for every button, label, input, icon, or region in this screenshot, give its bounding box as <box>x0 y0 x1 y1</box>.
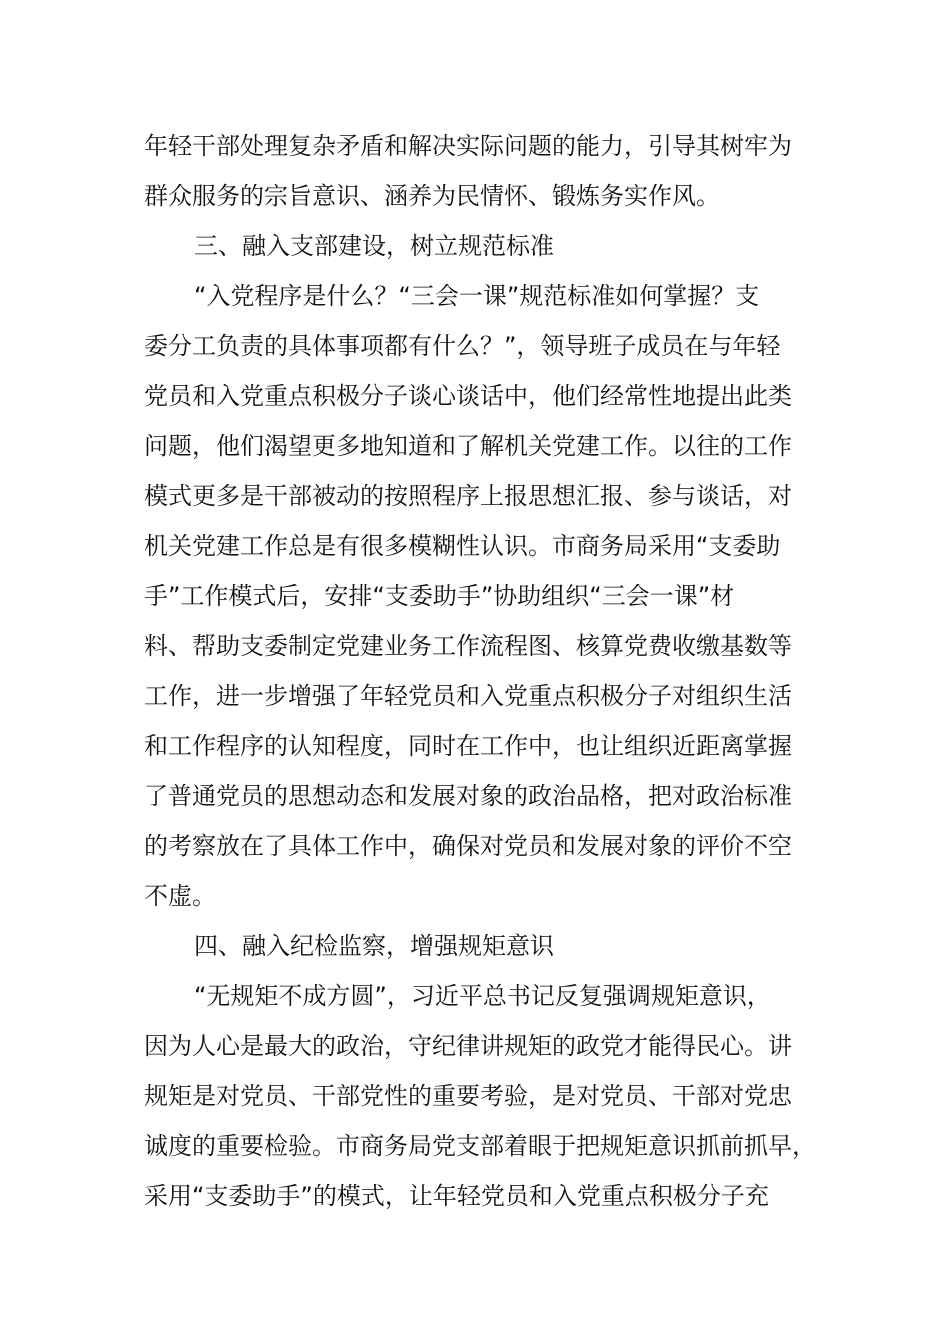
body-text-line: 不虚。 <box>144 882 216 910</box>
section-heading: 四、融入纪检监察，增强规矩意识 <box>194 932 554 960</box>
body-text-line: 群众服务的宗旨意识、涵养为民情怀、锻炼务实作风。 <box>144 182 720 210</box>
body-text-line: 的考察放在了具体工作中，确保对党员和发展对象的评价不空 <box>144 832 792 860</box>
body-text-line: 问题，他们渴望更多地知道和了解机关党建工作。以往的工作 <box>144 432 792 460</box>
body-text-line: 了普通党员的思想动态和发展对象的政治品格，把对政治标准 <box>144 782 792 810</box>
body-text-line: 年轻干部处理复杂矛盾和解决实际问题的能力，引导其树牢为 <box>144 132 792 160</box>
paragraph-first-line: “无规矩不成方圆”，习近平总书记反复强调规矩意识， <box>194 982 771 1010</box>
body-text-line: 机关党建工作总是有很多模糊性认识。市商务局采用“支委助 <box>144 532 781 560</box>
body-text-line: 采用“支委助手”的模式，让年轻党员和入党重点积极分子充 <box>144 1182 769 1210</box>
body-text-line: 模式更多是干部被动的按照程序上报思想汇报、参与谈话，对 <box>144 482 792 510</box>
body-text-line: 委分工负责的具体事项都有什么？”，领导班子成员在与年轻 <box>144 332 781 360</box>
body-text-line: 料、帮助支委制定党建业务工作流程图、核算党费收缴基数等 <box>144 632 792 660</box>
body-text-line: 工作，进一步增强了年轻党员和入党重点积极分子对组织生活 <box>144 682 792 710</box>
section-heading: 三、融入支部建设，树立规范标准 <box>194 232 554 260</box>
body-text-line: 诚度的重要检验。市商务局党支部着眼于把规矩意识抓前抓早， <box>144 1132 816 1160</box>
body-text-line: 规矩是对党员、干部党性的重要考验，是对党员、干部对党忠 <box>144 1082 792 1110</box>
body-text-line: 因为人心是最大的政治，守纪律讲规矩的政党才能得民心。讲 <box>144 1032 792 1060</box>
paragraph-first-line: “入党程序是什么？“三会一课”规范标准如何掌握？支 <box>194 282 760 310</box>
body-text-line: 和工作程序的认知程度，同时在工作中，也让组织近距离掌握 <box>144 732 792 760</box>
body-text-line: 党员和入党重点积极分子谈心谈话中，他们经常性地提出此类 <box>144 382 792 410</box>
body-text-line: 手”工作模式后，安排“支委助手”协助组织“三会一课”材 <box>144 582 735 610</box>
